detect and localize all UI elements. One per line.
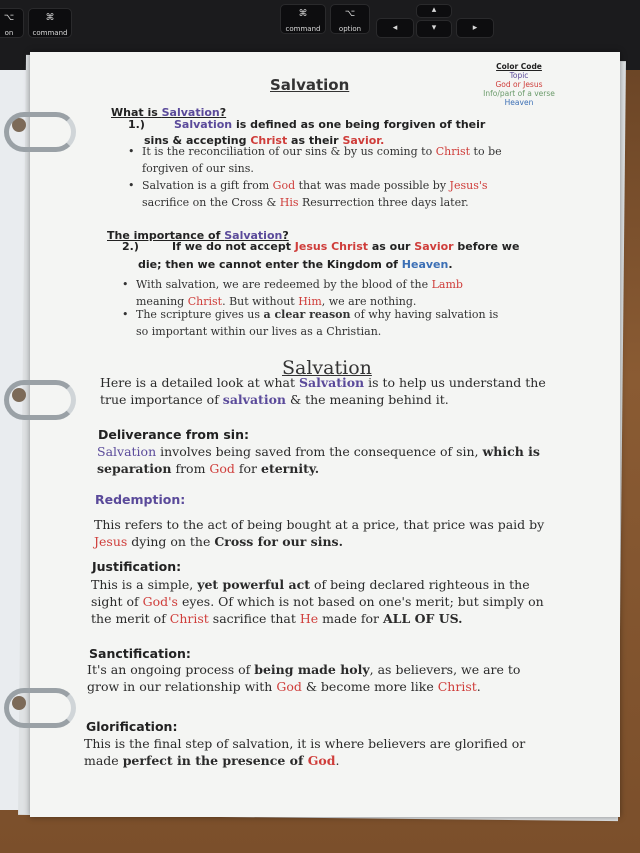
color-code-god: God or Jesus [495,80,543,89]
sanctification-paragraph: It's an ongoing process of being made holy, as believers, we are to grow in our relationship with God & become more like Christ. [87,662,521,694]
option-key: ⌥ option [330,4,370,34]
arrow-down-key: ▾ [416,20,452,38]
point-line: die; then we cannot enter the Kingdom of Heaven. [138,258,453,271]
intro-paragraph: Here is a detailed look at what Salvation is to help us understand the true importance of salvation & the meaning behind it. [100,375,546,407]
heading-sanctification: Sanctification: [89,646,191,661]
heading-glorification: Glorification: [86,719,178,734]
heading-deliverance: Deliverance from sin: [98,427,249,442]
heading-redemption: Redemption: [95,492,186,507]
command-key: ⌘ command [28,8,72,38]
bullet-item: • Salvation is a gift from God that was made possible by Jesus's sacrifice on the Cross & His Resurrection three days later. [128,179,488,209]
color-code-key [474,62,564,107]
section-title: Salvation [282,357,372,379]
binder-ring [4,380,76,420]
arrow-left-key: ◂ [376,18,414,38]
color-code-info: Info/part of a verse [483,89,555,98]
deliverance-paragraph: Salvation involves being saved from the consequence of sin, which is separation from God for eternity. [97,444,540,476]
point-line: If we do not accept Jesus Christ as our Savior before we [172,240,520,253]
arrow-right-key: ▸ [456,18,494,38]
page-title: Salvation [270,76,350,94]
justification-paragraph: This is a simple, yet powerful act of being declared righteous in the sight of God's eyes. Of which is not based on one's merit; but simply on the merit of Christ sacrifice that He made for ALL OF US. [91,577,544,626]
color-code-topic: Topic [509,71,529,80]
binder-ring [4,112,76,152]
bullet-item: • The scripture gives us a clear reason of why having salvation is so important within our lives as a Christian. [122,308,499,338]
glorification-paragraph: This is the final step of salvation, it is where believers are glorified or made perfect in the presence of God. [84,736,526,768]
section-heading-what-is: What is Salvation? [111,106,227,119]
command-key: ⌘ command [280,4,326,34]
point-line: sins & accepting Christ as their Savior. [144,134,385,147]
option-key: ⌥ on [0,8,24,38]
binder-ring [4,688,76,728]
bullet-item: • With salvation, we are redeemed by the blood of the Lamb meaning Christ. But without Him, we are nothing. [122,278,463,308]
color-code-heading: Color Code [496,62,542,71]
point-number: 1.) [128,118,145,131]
bullet-item: • It is the reconciliation of our sins & by us coming to Christ to be forgiven of our sins. [128,145,502,175]
point-number: 2.) [122,240,139,253]
redemption-paragraph: This refers to the act of being bought at a price, that price was paid by Jesus dying on the Cross for our sins. [94,517,545,549]
section-heading-importance: The importance of Salvation? [107,229,289,242]
color-code-heaven: Heaven [504,98,534,107]
arrow-up-key: ▴ [416,4,452,18]
point-line: Salvation is defined as one being forgiven of their [174,118,486,131]
heading-justification: Justification: [92,559,182,574]
